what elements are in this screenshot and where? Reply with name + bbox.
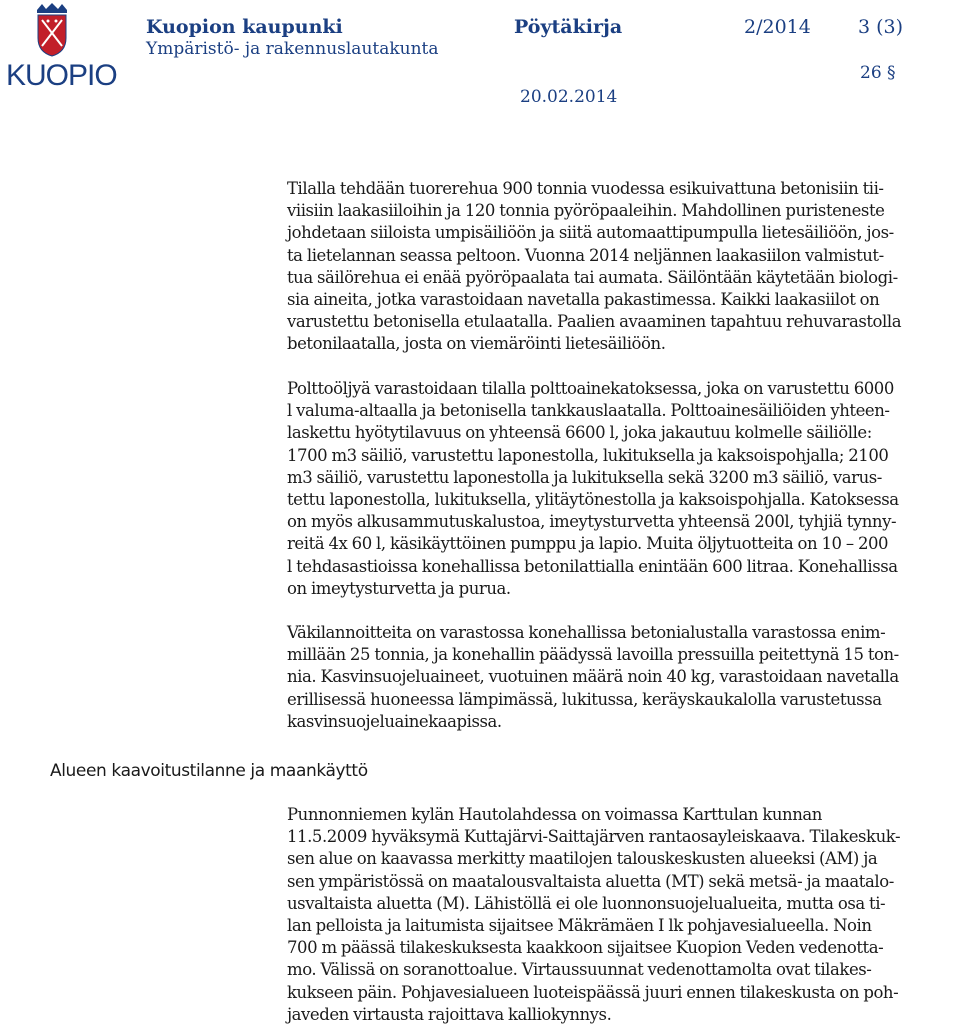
text-line: varustettu betonisella etulaatalla. Paalien avaaminen tapahtuu rehuvarastolla — [287, 312, 902, 332]
meeting-date: 20.02.2014 — [520, 87, 618, 107]
text-line: l tehdasastioissa konehallissa betonilattialla enintään 600 litraa. Konehallissa — [287, 556, 898, 576]
text-line: millään 25 tonnia, ja konehallin päädyssä lavoilla pressuilla peitettynä 15 ton- — [287, 645, 899, 665]
section-heading-zoning: Alueen kaavoitustilanne ja maankäyttö — [50, 761, 368, 781]
section-number: 26 § — [860, 63, 896, 83]
department-name: Ympäristö- ja rakennuslautakunta — [146, 39, 439, 59]
logo-text: KUOPIO — [6, 59, 117, 92]
text-line: ta lietelannan seassa peltoon. Vuonna 2014 neljännen laakasiilon valmistut- — [287, 245, 884, 265]
text-line: usvaltaista aluetta (M). Lähistöllä ei ole luonnonsuojelualueita, mutta osa ti- — [287, 893, 886, 913]
text-line: sen ympäristössä on maatalousvaltaista aluetta (MT) sekä metsä- ja maatalo- — [287, 871, 894, 891]
text-line: johdetaan siiloista umpisäiliöön ja siitä automaattipumpulla lietesäiliöön, jos- — [287, 223, 894, 243]
text-line: sen alue on kaavassa merkitty maatilojen talouskeskusten alueeksi (AM) ja — [287, 849, 878, 869]
text-line: sia aineita, jotka varastoidaan navetalla pakastimessa. Kaikki laakasiilot on — [287, 290, 880, 310]
text-line: 1700 m3 säiliö, varustettu laponestolla, lukituksella ja kaksoispohjalla; 2100 — [287, 445, 889, 465]
text-line: Punnonniemen kylän Hautolahdessa on voimassa Karttulan kunnan — [287, 805, 822, 824]
text-line: erillisessä huoneessa lämpimässä, lukitussa, keräyskaukalolla varustetussa — [287, 689, 882, 709]
text-line: lan pelloista ja laitumista sijaitsee Mäkrämäen I lk pohjavesialueella. Noin — [287, 916, 872, 936]
text-line: laskettu hyötytilavuus on yhteensä 6600 l, joka jakautuu kolmelle säiliölle: — [287, 423, 872, 443]
text-line: mo. Välissä on soranottoalue. Virtaussuunnat vedenottamolta ovat tilakes- — [287, 960, 872, 980]
page-number: 3 (3) — [858, 16, 904, 38]
document-type: Pöytäkirja — [514, 16, 623, 38]
text-line: reitä 4x 60 l, käsikäyttöinen pumppu ja lapio. Muita öljytuotteita on 10 – 200 — [287, 534, 889, 554]
document-number: 2/2014 — [744, 16, 811, 38]
paragraph-zoning — [287, 804, 955, 1026]
text-line: 11.5.2009 hyväksymä Kuttajärvi-Saittajärven rantaosayleiskaava. Tilakeskuk- — [287, 827, 901, 847]
text-line: nia. Kasvinsuojeluaineet, vuotuinen määrä noin 40 kg, varastoidaan navetalla — [287, 667, 899, 687]
text-line: 700 m päässä tilakeskuksesta kaakkoon sijaitsee Kuopion Veden vedenotta- — [287, 938, 884, 958]
text-line: javeden virtausta rajoittava kalliokynnys. — [287, 1004, 612, 1024]
text-line: Tilalla tehdään tuorerehua 900 tonnia vuodessa esikuivattuna betonisiin tii- — [287, 179, 884, 198]
text-line: m3 säiliö, varustettu laponestolla ja lukituksella sekä 3200 m3 säiliö, varus- — [287, 467, 882, 487]
kuopio-logo — [4, 2, 117, 98]
text-line: tua säilörehua ei enää pyöröpaalata tai aumata. Säilöntään käytetään biologi- — [287, 267, 898, 287]
text-line: tettu laponestolla, lukituksella, ylitäytönestolla ja kaksoispohjalla. Katoksessa — [287, 490, 899, 510]
paragraph-fuel-storage — [287, 378, 955, 600]
text-line: kukseen päin. Pohjavesialueen luoteispäässä juuri ennen tilakeskusta on poh- — [287, 982, 899, 1002]
text-line: Polttoöljyä varastoidaan tilalla polttoainekatoksessa, joka on varustettu 6000 — [287, 379, 894, 398]
text-line: betonilaatalla, josta on viemäröinti lietesäiliöön. — [287, 334, 666, 354]
text-line: l valuma-altaalla ja betonisella tankkauslaatalla. Polttoainesäiliöiden yhteen- — [287, 401, 890, 421]
organization-name: Kuopion kaupunki — [146, 16, 343, 38]
paragraph-silage — [287, 178, 955, 356]
text-line: on imeytysturvetta ja purua. — [287, 578, 511, 598]
coat-of-arms-icon — [4, 2, 100, 62]
text-line: viisiin laakasiiloihin ja 120 tonnia pyöröpaaleihin. Mahdollinen puristeneste — [287, 201, 885, 221]
paragraph-fertilizers — [287, 622, 955, 733]
text-line: on myös alkusammutuskalustoa, imeytysturvetta yhteensä 200l, tyhjiä tynny- — [287, 512, 897, 532]
text-line: Väkilannoitteita on varastossa konehallissa betonialustalla varastossa enim- — [287, 623, 886, 642]
text-line: kasvinsuojeluainekaapissa. — [287, 711, 502, 731]
